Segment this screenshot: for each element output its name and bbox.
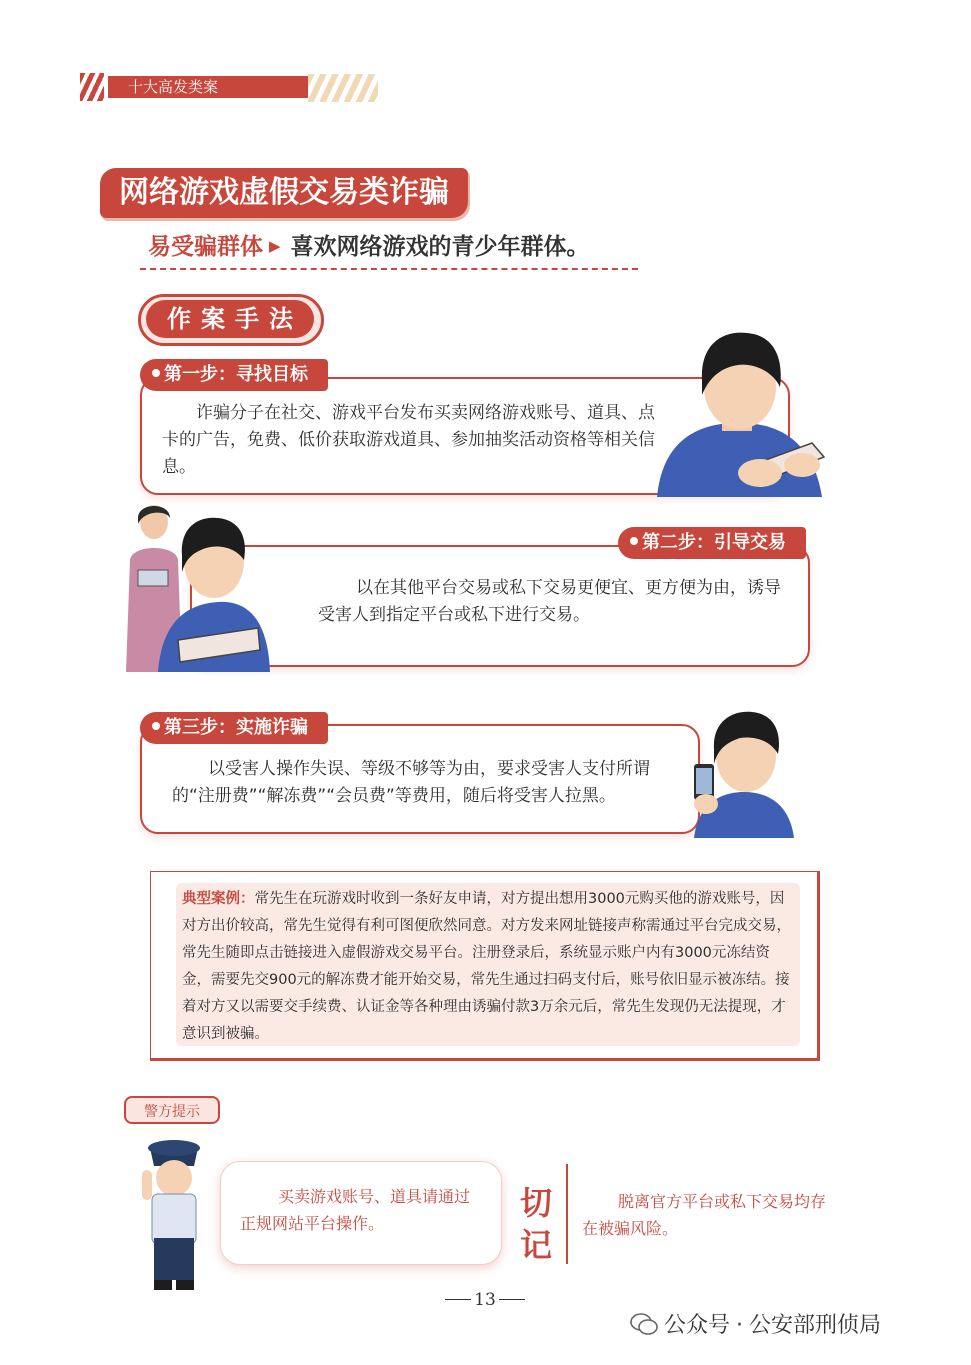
police-officer-illustration xyxy=(132,1134,216,1290)
step-3-tag xyxy=(140,712,328,744)
tip-divider xyxy=(566,1164,568,1264)
ribbon-stripes xyxy=(80,73,104,101)
tip-right-text: 脱离官方平台或私下交易均存在被骗风险。 xyxy=(582,1192,827,1238)
target-value: 喜欢网络游戏的青少年群体。 xyxy=(290,234,590,260)
watermark-sep: · xyxy=(736,1313,744,1338)
method-title: 作案手法 xyxy=(146,300,314,338)
step-3-text: 以受害人操作失误、等级不够等为由，要求受害人支付所谓的“注册费”“解冻费”“会员费”等费用，随后将受害人拉黑。 xyxy=(172,759,650,806)
remember-bottom: 记 xyxy=(519,1226,552,1264)
watermark-name: 公安部刑侦局 xyxy=(749,1313,882,1338)
triangle-arrow-icon: ▶ xyxy=(269,237,281,255)
remember-mark xyxy=(512,1182,560,1266)
step-2-tag xyxy=(618,527,806,559)
case-text-block xyxy=(182,886,792,1048)
mother-and-boy-illustration xyxy=(118,500,278,672)
watermark-prefix: 公众号 xyxy=(664,1313,731,1338)
step-1-label: 第一步：寻找目标 xyxy=(164,364,308,385)
step-2-label: 第二步：引导交易 xyxy=(642,532,786,553)
section-label: 十大高发类案 xyxy=(108,76,308,98)
dashed-divider xyxy=(140,268,638,270)
step-2-text: 以在其他平台交易或私下交易更便宜、更方便为由，诱导受害人到指定平台或私下进行交易。 xyxy=(318,578,781,625)
step-1-tag xyxy=(140,359,328,391)
target-group xyxy=(148,228,590,261)
case-label: 典型案例： xyxy=(182,891,255,907)
police-tip-label: 警方提示 xyxy=(124,1096,220,1124)
tip-left-text: 买卖游戏账号、道具请通过正规网站平台操作。 xyxy=(240,1187,471,1233)
case-text: 常先生在玩游戏时收到一条好友申请，对方提出想用3000元购买他的游戏账号，因对方出价较高，常先生觉得有利可图便欣然同意。对方发来网址链接声称需通过平台完成交易，常先生随即点击链接进入虚假游戏交易平台。注册登录后，系统显示账户内有3000元冻结资金，需要先交900元的解冻费才能开始交易，常先生通过扫码支付后，账号依旧显示被冻结。接着对方又以需要交手续费、认证金等各种理由诱骗付款3万余元后，常先生发现仍无法提现，才意识到被骗。 xyxy=(182,891,791,1042)
boy-with-phone-illustration xyxy=(686,708,798,838)
page-number: 13 xyxy=(440,1290,530,1310)
wechat-icon xyxy=(630,1312,658,1336)
step-3-label: 第三步：实施诈骗 xyxy=(164,717,308,738)
target-label: 易受骗群体 xyxy=(148,234,263,260)
watermark xyxy=(630,1308,881,1339)
step-1-text: 诈骗分子在社交、游戏平台发布买卖网络游戏账号、道具、点卡的广告，免费、低价获取游戏道具、参加抽奖活动资格等相关信息。 xyxy=(162,403,655,477)
ribbon-tail xyxy=(308,74,378,102)
remember-top: 切 xyxy=(519,1184,552,1222)
boy-playing-phone-illustration xyxy=(652,325,832,497)
page-title: 网络游戏虚假交易类诈骗 xyxy=(100,168,468,218)
